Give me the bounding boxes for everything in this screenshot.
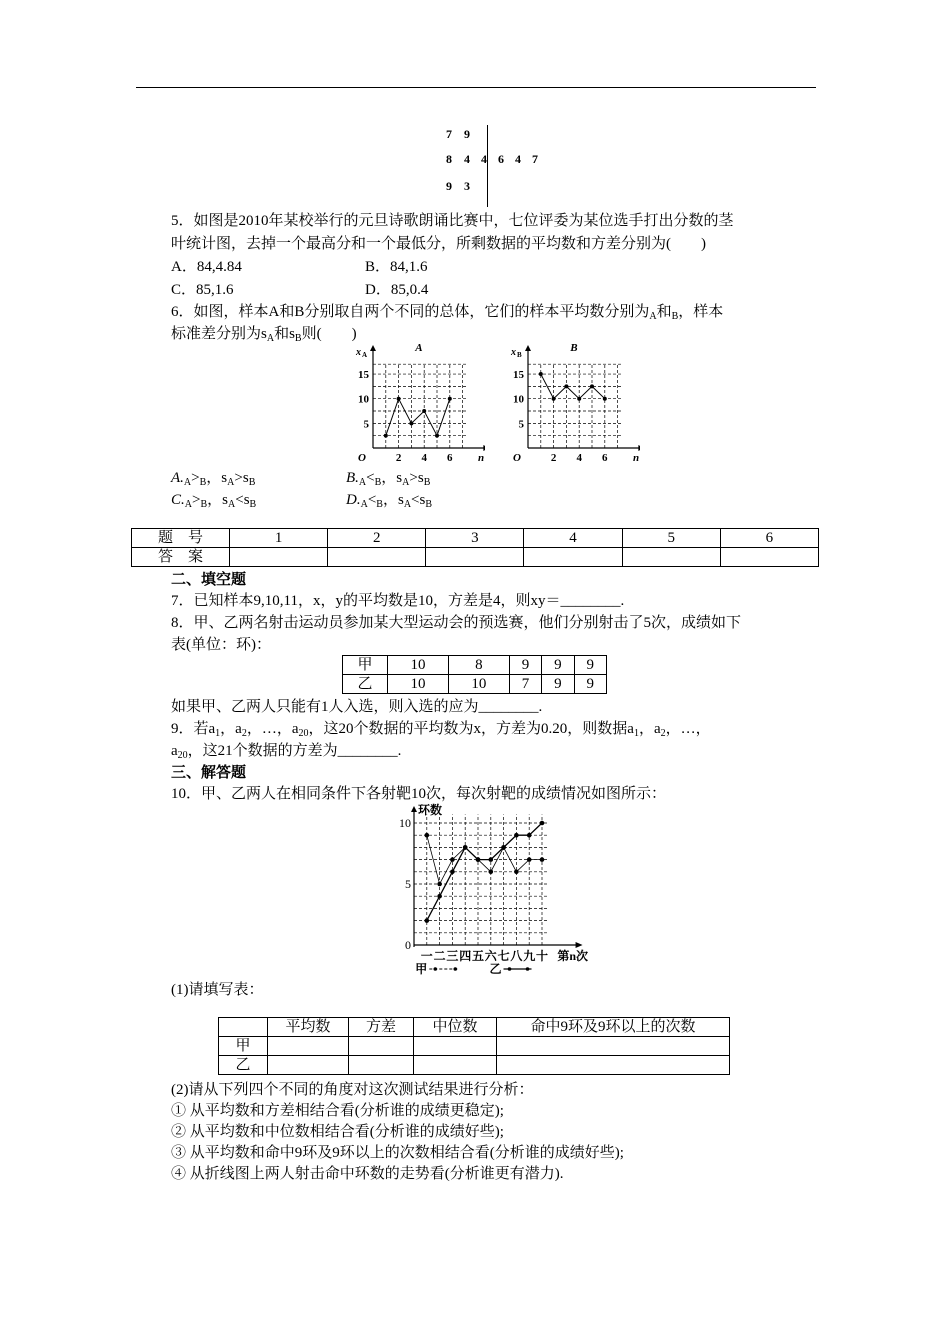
x-axis-label: n: [477, 452, 485, 464]
legend-marker: [526, 967, 530, 971]
table-cell: 9: [574, 656, 606, 675]
q5-line1: 5．如图是2010年某校举行的元旦诗歌朗诵比赛中，七位评委为某位选手打出分数的茎: [171, 213, 734, 229]
x-tick-label: 2: [395, 452, 402, 464]
section-solve: 三、解答题: [171, 765, 247, 781]
table-row: [219, 1018, 730, 1037]
shooting-table: [342, 655, 607, 694]
data-point: [590, 384, 594, 388]
table-cell: 9: [574, 675, 606, 694]
y-tick-label: 10: [358, 393, 369, 406]
y-tick-label: 10: [513, 393, 524, 406]
q8-line3: 如果甲、乙两人只能有1人入选，则入选的应为________.: [171, 699, 543, 715]
table-cell: 1: [230, 529, 328, 548]
table-cell: 题 号: [132, 529, 230, 548]
table-cell: 2: [328, 529, 426, 548]
answer-cell[interactable]: [230, 548, 328, 567]
x-tick-label: 4: [576, 452, 582, 464]
data-point: [422, 409, 426, 413]
origin-label: O: [513, 452, 521, 464]
q6-option-c: $C._A>_B$，$s_A<s_B$: [171, 492, 257, 510]
x-tick-label: 一: [420, 949, 433, 963]
table-cell: 9: [542, 675, 574, 694]
y-axis-label: 环数: [418, 803, 443, 817]
data-point: [384, 434, 388, 438]
y-axis-arrow: [525, 345, 531, 351]
x-axis-arrow: [576, 942, 583, 948]
data-point: [540, 857, 545, 862]
origin-label: 0: [405, 938, 411, 952]
answer-cell[interactable]: [414, 1037, 497, 1056]
data-point: [397, 397, 401, 401]
data-point: [540, 821, 545, 826]
q6-option-a: $A._A>_B$，$s_A>s_B$: [171, 470, 256, 488]
legend-label: 甲: [415, 962, 428, 976]
q6-line1: 6．如图，样本A和B分别取自两个不同的总体，它们的样本平均数分别为$_A$和$_B$，样本: [171, 304, 724, 322]
leaf: 7: [532, 152, 538, 166]
answer-cell[interactable]: [720, 548, 818, 567]
table-cell: 8: [448, 656, 509, 675]
stem-9: 9: [446, 179, 452, 193]
q10-part2: (2)请从下列四个不同的角度对这次测试结果进行分析：: [171, 1082, 534, 1098]
answer-cell[interactable]: [268, 1056, 349, 1075]
table-cell: 中位数: [414, 1018, 497, 1037]
x-tick-label: 八: [510, 949, 523, 963]
y-axis-label-sub: B: [517, 351, 522, 359]
table-cell: 9: [542, 656, 574, 675]
table-row: [219, 1037, 730, 1056]
x-tick-label: 五: [471, 949, 485, 963]
y-tick-label: 5: [405, 877, 411, 891]
y-axis-arrow: [370, 345, 376, 351]
q10-item3: ③ 从平均数和命中9环及9环以上的次数相结合看(分析谁的成绩好些);: [171, 1145, 624, 1161]
x-axis-label: n: [632, 452, 640, 464]
data-point: [450, 857, 455, 862]
data-point: [514, 870, 519, 875]
q10-part1: (1)请填写表：: [171, 982, 264, 998]
data-point: [437, 894, 442, 899]
x-tick-label: 6: [447, 452, 453, 464]
data-point: [603, 397, 607, 401]
data-point: [435, 434, 439, 438]
data-point: [425, 833, 430, 838]
answer-cell[interactable]: [349, 1056, 414, 1075]
answer-cell[interactable]: [268, 1037, 349, 1056]
q5-option-b: B．84,1.6: [365, 259, 428, 275]
legend-marker: [508, 967, 512, 971]
leaf: 4: [481, 152, 487, 166]
data-point: [448, 397, 452, 401]
data-point: [527, 857, 532, 862]
q9-line1: 9．若$a_1$，$a_2$，…，$a_{20}$，这20个数据的平均数为x，方差为0.20，则数据$a_1$，$a_2$，…，: [171, 721, 711, 739]
origin-label: O: [358, 452, 366, 464]
table-cell: 平均数: [268, 1018, 349, 1037]
table-cell: [219, 1018, 268, 1037]
chart-title: A: [415, 342, 423, 354]
data-point: [425, 918, 430, 923]
q5-line2: 叶统计图，去掉一个最高分和一个最低分，所剩数据的平均数和方差分别为( ): [171, 236, 706, 252]
y-axis-label: x: [356, 347, 361, 358]
x-tick-label: 6: [602, 452, 608, 464]
table-cell: 9: [509, 656, 541, 675]
q9-line2: $a_{20}$，这21个数据的方差为________.: [171, 743, 402, 761]
data-point: [450, 870, 455, 875]
y-axis-label-sub: A: [362, 351, 368, 359]
q8-line1: 8．甲、乙两名射击运动员参加某大型运动会的预选赛，他们分别射击了5次，成绩如下: [171, 615, 742, 631]
y-tick-label: 15: [513, 369, 524, 382]
table-cell: 10: [388, 675, 449, 694]
answer-cell[interactable]: [414, 1056, 497, 1075]
x-tick-label: 4: [421, 452, 427, 464]
q10-line1: 10．甲、乙两人在相同条件下各射靶10次，每次射靶的成绩情况如图所示：: [171, 786, 667, 802]
answer-cell[interactable]: [497, 1056, 730, 1075]
table-cell: 6: [720, 529, 818, 548]
x-tick-label: 二: [433, 949, 446, 963]
answer-cell[interactable]: [622, 548, 720, 567]
q10-item1: ① 从平均数和方差相结合看(分析谁的成绩更稳定);: [171, 1103, 504, 1119]
x-tick-label: 四: [459, 949, 472, 963]
q8-line2: 表(单位：环)：: [171, 637, 271, 653]
answer-cell[interactable]: [349, 1037, 414, 1056]
data-point: [463, 845, 468, 850]
data-point: [437, 882, 442, 887]
x-tick-label: 2: [550, 452, 557, 464]
table-cell: 7: [509, 675, 541, 694]
y-axis-arrow: [411, 806, 417, 812]
x-axis-label: 第n次: [557, 949, 589, 963]
table-cell: 10: [448, 675, 509, 694]
x-tick-label: 十: [535, 949, 549, 963]
data-point: [489, 857, 494, 862]
q6-line2: 标准差分别为$s_A$和$s_B$则( ): [171, 326, 357, 344]
legend-label: 乙: [489, 962, 502, 976]
header-rule: [136, 87, 816, 88]
q7: 7．已知样本9,10,11，x，y的平均数是10，方差是4，则xy＝________.: [171, 593, 625, 609]
leaf: 4: [464, 152, 470, 166]
y-tick-label: 10: [399, 816, 411, 830]
q6-option-d: $D._A<_B$，$s_A<s_B$: [346, 492, 433, 510]
leaf: 6: [498, 152, 504, 166]
data-point: [577, 397, 581, 401]
q5-option-a: A．84,4.84: [171, 259, 242, 275]
answer-cell[interactable]: [524, 548, 622, 567]
table-row: [132, 529, 819, 548]
stem-8: 8: [446, 152, 452, 166]
answer-cell[interactable]: [426, 548, 524, 567]
legend-marker: [433, 967, 437, 971]
table-cell: 3: [426, 529, 524, 548]
chart-title: B: [570, 342, 578, 354]
data-point: [489, 870, 494, 875]
answer-table: [131, 528, 819, 567]
data-point: [501, 845, 506, 850]
answer-cell[interactable]: [328, 548, 426, 567]
y-tick-label: 5: [363, 418, 369, 431]
q6-option-b: $B._A<_B$，$s_A>s_B$: [346, 470, 431, 488]
q5-option-c: C．85,1.6: [171, 282, 234, 298]
table-cell: 命中9环及9环以上的次数: [497, 1018, 730, 1037]
q10-item4: ④ 从折线图上两人射击命中环数的走势看(分析谁更有潜力).: [171, 1166, 564, 1182]
data-point: [514, 833, 519, 838]
section-fill-in: 二、填空题: [171, 572, 247, 588]
table-cell: 乙: [343, 675, 388, 694]
data-point: [527, 833, 532, 838]
table-cell: 10: [388, 656, 449, 675]
leaf: 3: [464, 179, 470, 193]
y-tick-label: 5: [518, 418, 524, 431]
legend-marker: [453, 967, 457, 971]
stats-table: [218, 1017, 730, 1075]
chart-b: [500, 340, 640, 465]
leaf: 9: [464, 127, 470, 141]
table-row: [343, 656, 607, 675]
data-point: [564, 384, 568, 388]
y-axis-label: x: [511, 347, 516, 358]
stem-divider: [487, 125, 488, 207]
table-cell: 甲: [219, 1037, 268, 1056]
table-cell: 乙: [219, 1056, 268, 1075]
chart-shooting: [385, 800, 595, 978]
answer-cell[interactable]: [497, 1037, 730, 1056]
table-cell: 4: [524, 529, 622, 548]
x-tick-label: 七: [497, 949, 510, 963]
x-axis-arrow: [638, 445, 640, 451]
chart-a: [345, 340, 485, 465]
q5-option-d: D．85,0.4: [365, 282, 429, 298]
series-line: [386, 399, 450, 436]
data-point: [552, 397, 556, 401]
y-tick-label: 15: [358, 369, 369, 382]
data-point: [539, 372, 543, 376]
stem-7: 7: [446, 127, 452, 141]
x-tick-label: 六: [484, 949, 497, 963]
table-row: [219, 1056, 730, 1075]
table-cell: 答 案: [132, 548, 230, 567]
table-cell: 5: [622, 529, 720, 548]
x-tick-label: 三: [446, 949, 459, 963]
data-point: [409, 421, 413, 425]
x-axis-arrow: [483, 445, 485, 451]
leaf: 4: [515, 152, 521, 166]
table-cell: 方差: [349, 1018, 414, 1037]
x-tick-label: 九: [523, 949, 536, 963]
q10-item2: ② 从平均数和中位数相结合看(分析谁的成绩好些);: [171, 1124, 504, 1140]
table-cell: 甲: [343, 656, 388, 675]
table-row: [343, 675, 607, 694]
data-point: [476, 857, 481, 862]
table-row: [132, 548, 819, 567]
